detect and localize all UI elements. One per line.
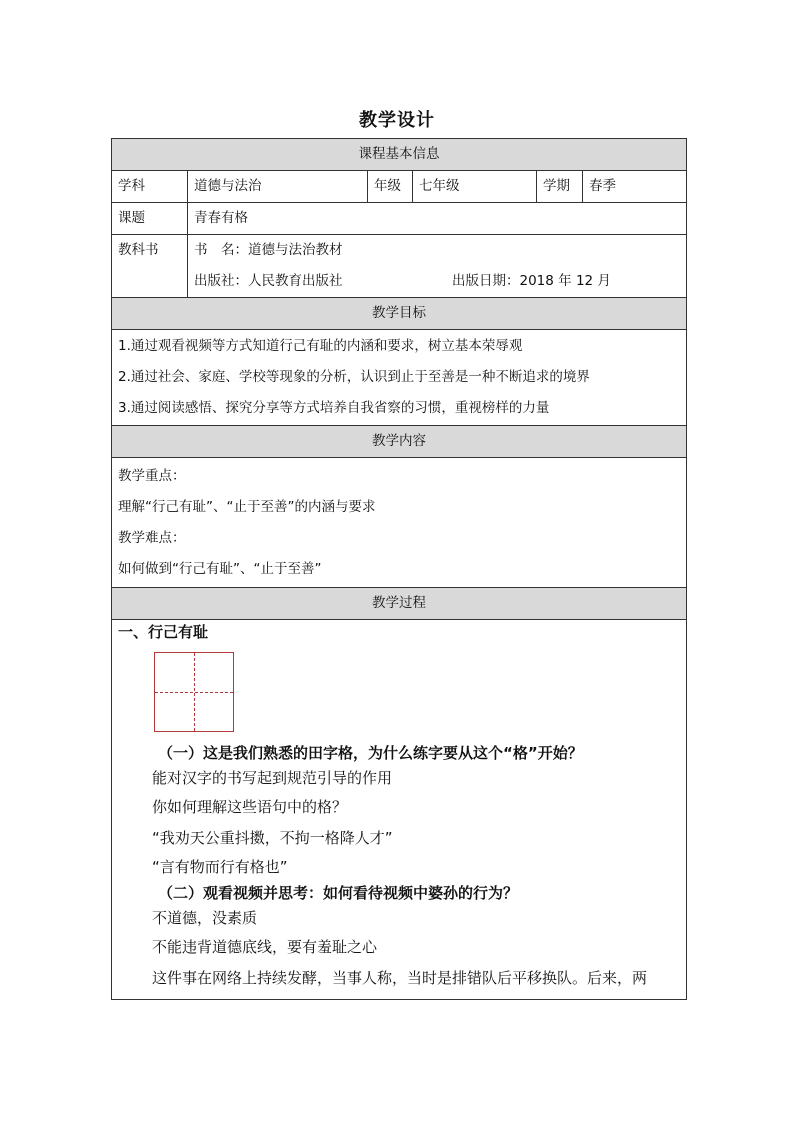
goals-header: 教学目标 bbox=[112, 298, 686, 330]
question-1: （一）这是我们熟悉的田字格，为什么练字要从这个“格”开始？ bbox=[158, 744, 583, 762]
difficulty-text: 如何做到“行己有耻”、“止于至善” bbox=[118, 561, 322, 577]
book-name: 书 名：道德与法治教材 bbox=[194, 242, 343, 258]
goal-item: 1.通过观看视频等方式知道行己有耻的内涵和要求，树立基本荣辱观 bbox=[118, 338, 523, 354]
process-header: 教学过程 bbox=[112, 588, 686, 620]
textbook-info bbox=[188, 235, 686, 297]
answer-line: 这件事在网络上持续发酵，当事人称，当时是排错队后平移换队。后来，两 bbox=[152, 969, 648, 987]
term-value: 春季 bbox=[589, 178, 616, 194]
grade-label: 年级 bbox=[368, 171, 413, 202]
quote-line: “言有物而行有格也” bbox=[152, 858, 288, 876]
goal-item: 3.通过阅读感悟、探究分享等方式培养自我省察的习惯，重视榜样的力量 bbox=[118, 400, 550, 416]
term-label: 学期 bbox=[537, 171, 583, 202]
goal-item: 2.通过社会、家庭、学校等现象的分析，认识到止于至善是一种不断追求的境界 bbox=[118, 369, 590, 385]
key-point-text: 理解“行己有耻”、“止于至善”的内涵与要求 bbox=[118, 499, 376, 515]
textbook-row bbox=[112, 235, 686, 298]
key-point-label: 教学重点： bbox=[118, 468, 186, 484]
goals-body bbox=[112, 330, 686, 426]
subject-row bbox=[112, 171, 686, 203]
textbook-label: 教科书 bbox=[112, 235, 188, 297]
grade-value: 七年级 bbox=[413, 171, 537, 202]
page-title: 教学设计 bbox=[359, 110, 435, 131]
answer-line: 不能违背道德底线，要有羞耻之心 bbox=[152, 938, 378, 956]
subject-value: 道德与法治 bbox=[188, 171, 368, 202]
topic-label: 课题 bbox=[112, 203, 188, 234]
answer-line: 能对汉字的书写起到规范引导的作用 bbox=[152, 769, 393, 787]
content-header: 教学内容 bbox=[112, 426, 686, 458]
publish-date: 出版日期：2018 年 12 月 bbox=[452, 273, 611, 289]
topic-row bbox=[112, 203, 686, 235]
topic-value: 青春有格 bbox=[194, 210, 248, 226]
tianzige-grid-icon bbox=[154, 652, 234, 732]
subject-label: 学科 bbox=[112, 171, 188, 202]
content-body bbox=[112, 458, 686, 588]
answer-line: 你如何理解这些语句中的格？ bbox=[152, 798, 348, 816]
publisher: 出版社：人民教育出版社 bbox=[194, 273, 343, 289]
answer-line: 不道德，没素质 bbox=[152, 909, 258, 927]
difficulty-label: 教学难点： bbox=[118, 530, 186, 546]
process-body bbox=[112, 620, 686, 994]
quote-line: “我劝天公重抖擞，不拘一格降人才” bbox=[152, 829, 393, 847]
lesson-plan-table bbox=[111, 138, 687, 1000]
question-2: （二）观看视频并思考：如何看待视频中婆孙的行为？ bbox=[158, 884, 519, 902]
publisher-line bbox=[194, 266, 686, 297]
basic-info-header: 课程基本信息 bbox=[112, 139, 686, 171]
section-title: 一、行己有耻 bbox=[118, 623, 209, 641]
